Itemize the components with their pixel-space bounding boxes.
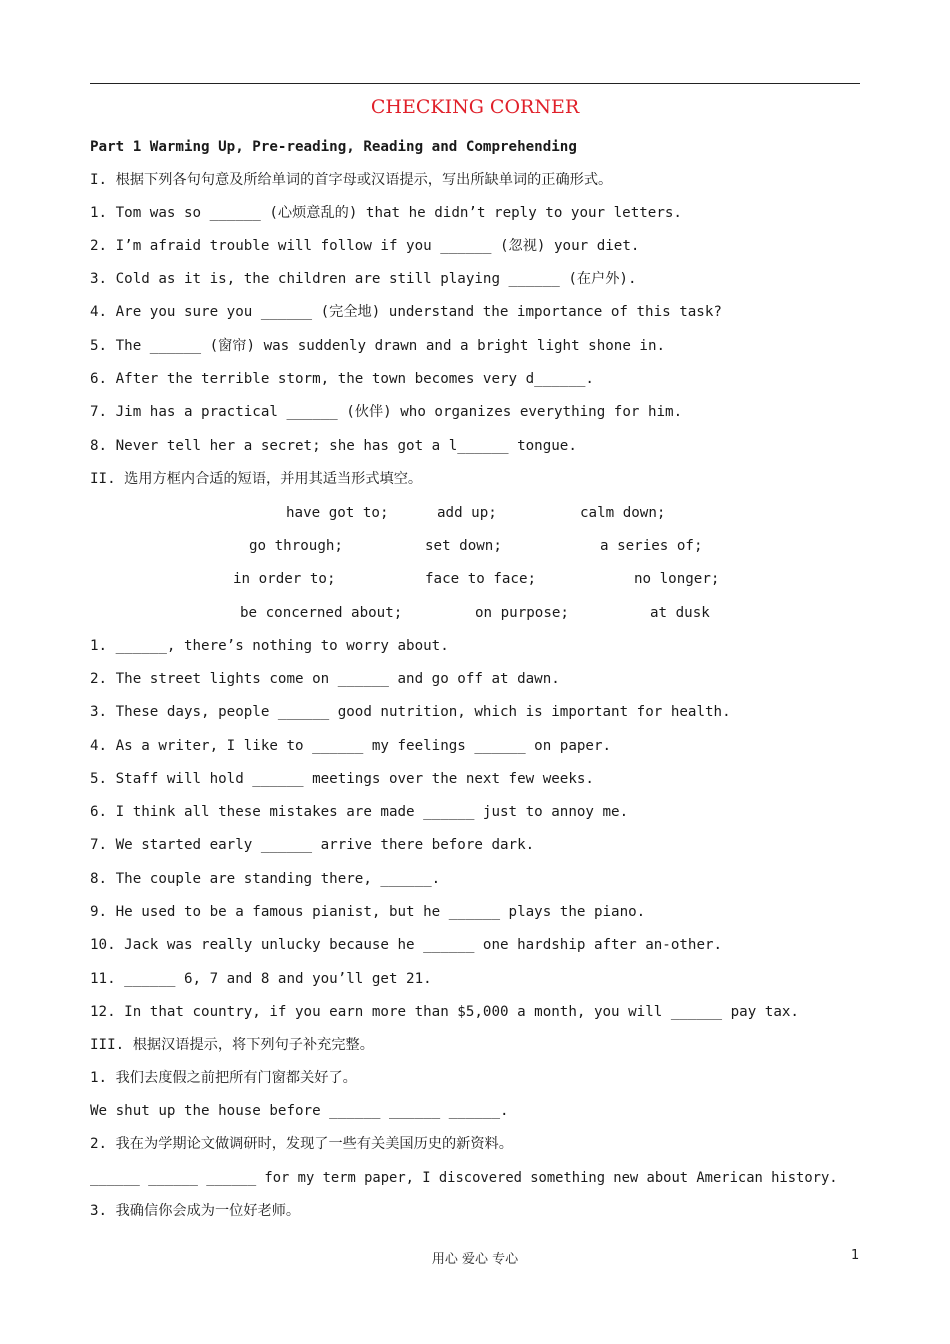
s2-item: 8. The couple are standing there, ______. <box>90 871 441 887</box>
s3-line: 2. 我在为学期论文做调研时，发现了一些有关美国历史的新资料。 <box>90 1136 513 1152</box>
s2-item: 4. As a writer, I like to ______ my feelings ______ on paper. <box>90 738 612 754</box>
s2-item: 6. I think all these mistakes are made ______ just to annoy me. <box>90 804 629 820</box>
section2-heading: II. 选用方框内合适的短语，并用其适当形式填空。 <box>90 471 423 487</box>
s1-item: 2. I’m afraid trouble will follow if you ______ (忽视) your diet. <box>90 238 640 254</box>
phrase: set down; <box>425 538 502 554</box>
page-number: 1 <box>851 1248 860 1263</box>
s1-item: 5. The ______ (窗帘) was suddenly drawn and a bright light shone in. <box>90 338 666 354</box>
s2-item: 1. ______, there’s nothing to worry about. <box>90 638 449 654</box>
s1-item: 4. Are you sure you ______ (完全地) understand the importance of this task? <box>90 304 722 320</box>
section3-heading: III. 根据汉语提示，将下列句子补充完整。 <box>90 1037 374 1053</box>
phrase: go through; <box>249 538 343 554</box>
s3-line: ______ ______ ______ for my term paper, I discovered something new about American history. <box>90 1170 838 1186</box>
phrase: on purpose; <box>475 605 569 621</box>
phrase: calm down; <box>580 505 666 521</box>
phrase: a series of; <box>600 538 703 554</box>
phrase: at dusk <box>650 605 710 621</box>
page-footer: 用心 爱心 专心 <box>431 1252 519 1267</box>
s1-item: 1. Tom was so ______ (心烦意乱的) that he didn’t reply to your letters. <box>90 205 682 221</box>
section1-heading: I. 根据下列各句句意及所给单词的首字母或汉语提示，写出所缺单词的正确形式。 <box>90 172 613 188</box>
s2-item: 11. ______ 6, 7 and 8 and you’ll get 21. <box>90 971 432 987</box>
s3-line: We shut up the house before ______ ______ ______. <box>90 1103 509 1119</box>
phrase: no longer; <box>634 571 720 587</box>
page-title: CHECKING CORNER <box>370 96 580 118</box>
s2-item: 3. These days, people ______ good nutrition, which is important for health. <box>90 704 731 720</box>
s2-item: 7. We started early ______ arrive there before dark. <box>90 837 535 853</box>
s1-item: 7. Jim has a practical ______ (伙伴) who organizes everything for him. <box>90 404 683 420</box>
s1-item: 6. After the terrible storm, the town becomes very d______. <box>90 371 594 387</box>
phrase: add up; <box>437 505 497 521</box>
s3-line: 1. 我们去度假之前把所有门窗都关好了。 <box>90 1070 357 1086</box>
part-heading: Part 1 Warming Up, Pre-reading, Reading and Comprehending <box>90 139 577 155</box>
phrase: in order to; <box>233 571 336 587</box>
header-rule <box>90 83 860 84</box>
s2-item: 10. Jack was really unlucky because he ______ one hardship after an-other. <box>90 937 723 953</box>
s1-item: 3. Cold as it is, the children are still playing ______ (在户外). <box>90 271 637 287</box>
s2-item: 9. He used to be a famous pianist, but he ______ plays the piano. <box>90 904 646 920</box>
phrase: face to face; <box>425 571 537 587</box>
s1-item: 8. Never tell her a secret; she has got a l______ tongue. <box>90 438 577 454</box>
s3-line: 3. 我确信你会成为一位好老师。 <box>90 1203 301 1219</box>
phrase: have got to; <box>286 505 389 521</box>
s2-item: 12. In that country, if you earn more than $5,000 a month, you will ______ pay tax. <box>90 1004 799 1020</box>
phrase: be concerned about; <box>240 605 403 621</box>
s2-item: 2. The street lights come on ______ and go off at dawn. <box>90 671 560 687</box>
s2-item: 5. Staff will hold ______ meetings over the next few weeks. <box>90 771 594 787</box>
